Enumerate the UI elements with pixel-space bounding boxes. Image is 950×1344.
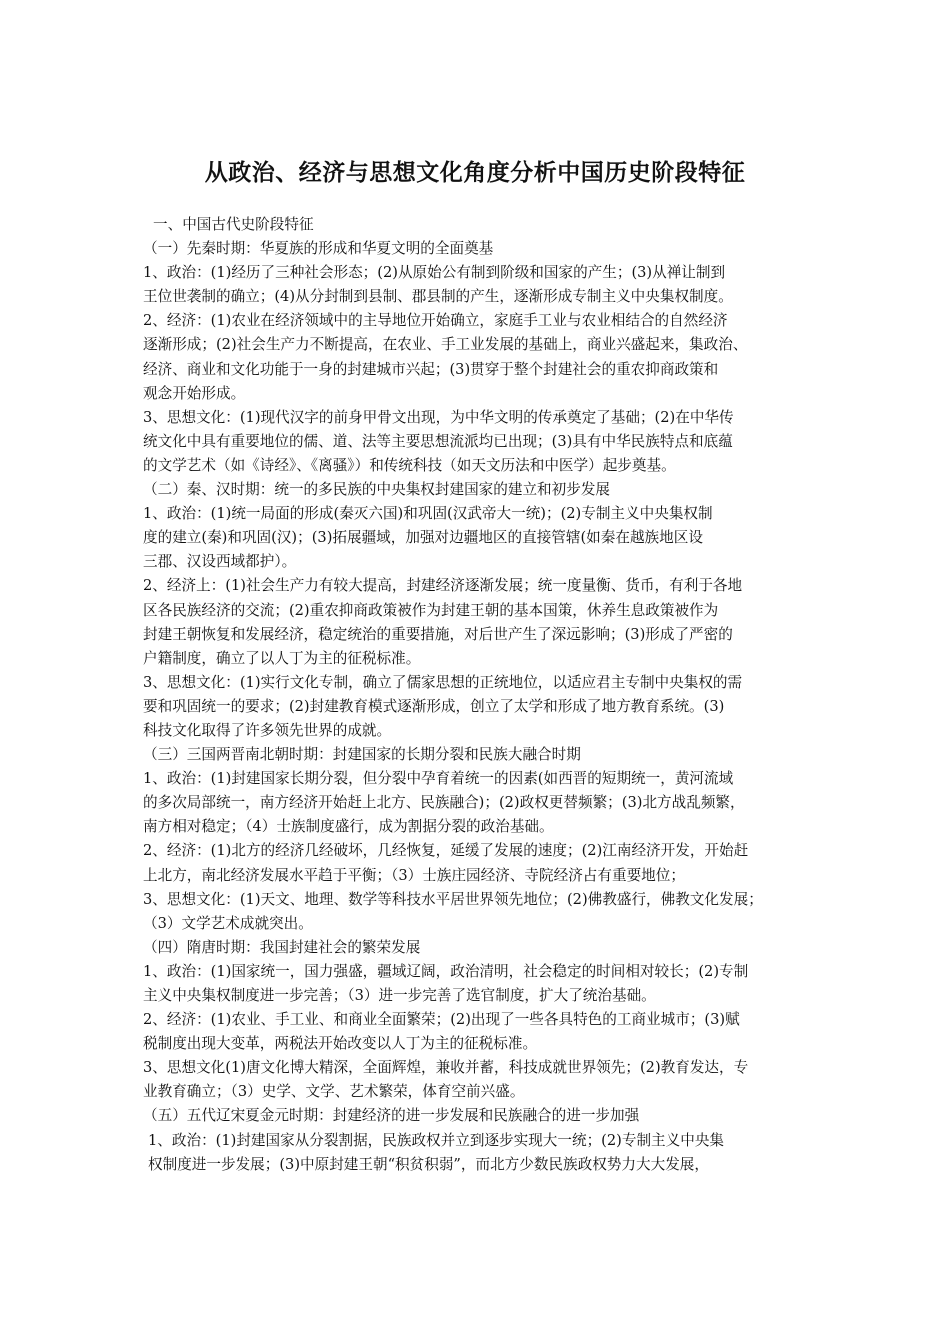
text-line: 3、思想文化：(1)实行文化专制，确立了儒家思想的正统地位，以适应君主专制中央集权的需 <box>143 673 743 691</box>
text-line: 区各民族经济的交流；(2)重农抑商政策被作为封建王朝的基本国策，休养生息政策被作为 <box>143 601 719 619</box>
text-line: 户籍制度，确立了以人丁为主的征税标准。 <box>143 649 421 667</box>
text-line: 逐渐形成；(2)社会生产力不断提高，在农业、手工业发展的基础上，商业兴盛起来，集政治、 <box>143 336 748 354</box>
text-line: 南方相对稳定；（4）士族制度盛行，成为割据分裂的政治基础。 <box>143 818 554 836</box>
text-line: 2、经济：(1)农业在经济领域中的主导地位开始确立，家庭手工业与农业相结合的自然经济 <box>143 312 728 330</box>
text-line: 1、政治：(1)统一局面的形成(秦灭六国)和巩固(汉武帝大一统)；(2)专制主义中央集权制 <box>143 505 713 523</box>
subsection-heading: （四）隋唐时期：我国封建社会的繁荣发展 <box>143 938 421 956</box>
text-line: 业教育确立；（3）史学、文学、艺术繁荣，体育空前兴盛。 <box>143 1083 525 1101</box>
text-line: 的文学艺术（如《诗经》、《离骚》）和传统科技（如天文历法和中医学）起步奠基。 <box>143 456 676 474</box>
text-line: 权制度进一步发展；(3)中原封建王朝“积贫积弱”，而北方少数民族政权势力大大发展， <box>148 1155 709 1173</box>
text-line: 1、政治：(1)封建国家长期分裂，但分裂中孕育着统一的因素(如西晋的短期统一，黄河流域 <box>143 770 734 788</box>
text-line: 3、思想文化：(1)天文、地理、数学等科技水平居世界领先地位；(2)佛教盛行，佛教文化发展； <box>143 890 763 908</box>
text-line: 1、政治：(1)封建国家从分裂割据，民族政权并立到逐步实现大一统；(2)专制主义中央集 <box>148 1131 725 1149</box>
text-line: 2、经济上：(1)社会生产力有较大提高，封建经济逐渐发展；统一度量衡、货币，有利于各地 <box>143 577 743 595</box>
text-line: 上北方，南北经济发展水平趋于平衡；（3）士族庄园经济、寺院经济占有重要地位； <box>143 866 685 884</box>
subsection-heading: （三）三国两晋南北朝时期：封建国家的长期分裂和民族大融合时期 <box>143 746 581 764</box>
text-line: 2、经济：(1)北方的经济几经破坏，几经恢复，延缓了发展的速度；(2)江南经济开发，开始赶 <box>143 842 749 860</box>
subsection-heading: （二）秦、汉时期：统一的多民族的中央集权封建国家的建立和初步发展 <box>143 481 611 499</box>
text-line: 税制度出现大变革，两税法开始改变以人丁为主的征税标准。 <box>143 1035 538 1053</box>
document-body <box>143 213 813 1177</box>
text-line: 1、政治：(1)经历了三种社会形态；(2)从原始公有制到阶级和国家的产生；(3)从禅让制到 <box>143 264 726 282</box>
text-line: （3）文学艺术成就突出。 <box>143 914 313 932</box>
text-line: 2、经济：(1)农业、手工业、和商业全面繁荣；(2)出现了一些各具特色的工商业城市；(3)赋 <box>143 1011 740 1029</box>
text-line: 统文化中具有重要地位的儒、道、法等主要思想流派均已出现；(3)具有中华民族特点和底蕴 <box>143 432 733 450</box>
text-line: 要和巩固统一的要求；(2)封建教育模式逐渐形成，创立了太学和形成了地方教育系统。(3) <box>143 697 725 715</box>
text-line: 主义中央集权制度进一步完善；（3）进一步完善了选官制度，扩大了统治基础。 <box>143 987 656 1004</box>
text-line: 的多次局部统一，南方经济开始赶上北方、民族融合)；(2)政权更替频繁；(3)北方战乱频繁， <box>143 794 745 812</box>
text-line: 度的建立(秦)和巩固(汉)；(3)拓展疆域，加强对边疆地区的直接管辖(如秦在越族地区设 <box>143 529 703 547</box>
subsection-heading: （一）先秦时期：华夏族的形成和华夏文明的全面奠基 <box>143 240 494 258</box>
section-heading: 一、中国古代史阶段特征 <box>153 216 314 233</box>
document-title: 从政治、经济与思想文化角度分析中国历史阶段特征 <box>204 160 746 186</box>
text-line: 三郡、汉设西域都护）。 <box>143 553 297 571</box>
text-line: 1、政治：(1)国家统一，国力强盛，疆域辽阔，政治清明，社会稳定的时间相对较长；(2)专制 <box>143 962 749 980</box>
text-line: 3、思想文化(1)唐文化博大精深，全面辉煌，兼收并蓄，科技成就世界领先；(2)教育发达，专 <box>143 1059 749 1077</box>
text-line: 封建王朝恢复和发展经济，稳定统治的重要措施，对后世产生了深远影响；(3)形成了严密的 <box>143 625 733 643</box>
text-line: 王位世袭制的确立；(4)从分封制到县制、郡县制的产生，逐渐形成专制主义中央集权制度。 <box>143 288 733 306</box>
text-line: 科技文化取得了许多领先世界的成就。 <box>143 721 392 739</box>
subsection-heading: （五）五代辽宋夏金元时期：封建经济的进一步发展和民族融合的进一步加强 <box>143 1107 640 1125</box>
text-line: 3、思想文化：(1)现代汉字的前身甲骨文出现，为中华文明的传承奠定了基础；(2)在中华传 <box>143 408 734 426</box>
text-line: 观念开始形成。 <box>143 384 246 402</box>
text-line: 经济、商业和文化功能于一身的封建城市兴起；(3)贯穿于整个封建社会的重农抑商政策和 <box>143 360 719 378</box>
